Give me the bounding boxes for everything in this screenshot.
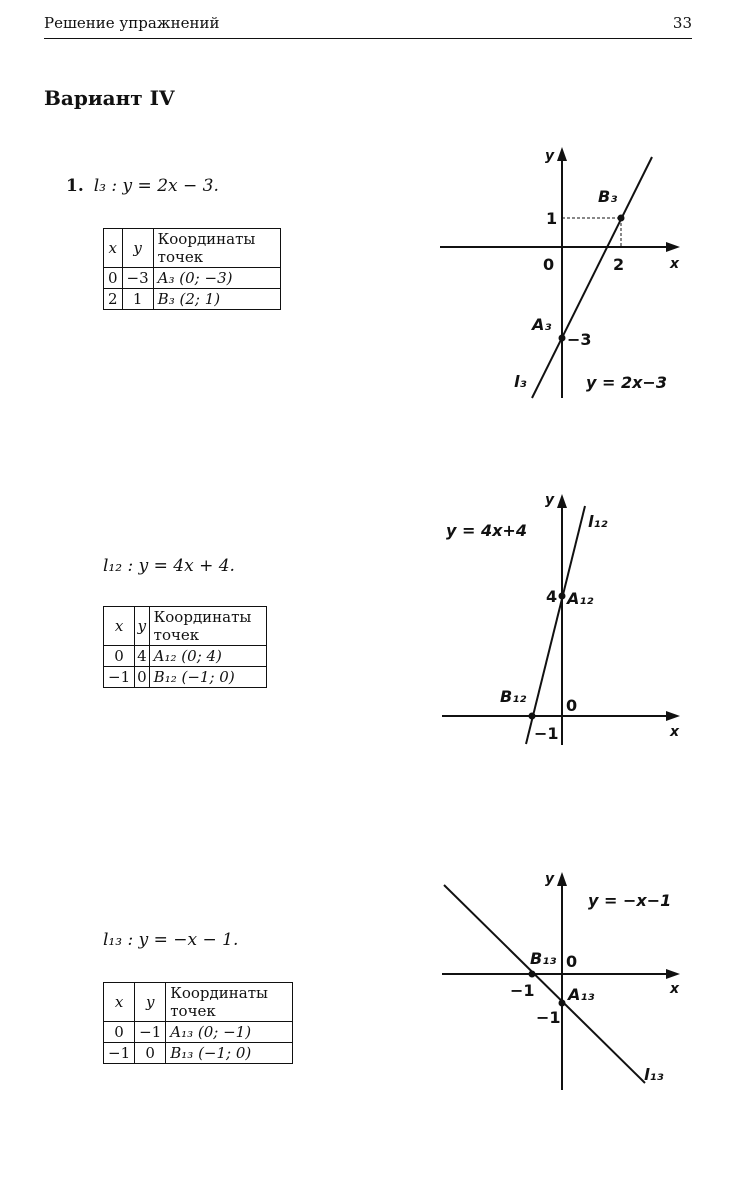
point-b-label: B₃ [598,187,618,206]
equation-text: l₁₂ : y = 4x + 4. [103,556,235,576]
formula-label: y = −x−1 [588,891,672,910]
col-x-header: x [104,229,123,268]
tick-y-label: 1 [546,209,558,228]
col-coords-header: Координаты точек [149,607,266,646]
y-axis-label: y [545,871,555,887]
line-label: l₁₂ [588,512,608,531]
col-x-header: x [104,983,135,1022]
equation-text: l₁₃ : y = −x − 1. [103,930,239,950]
tick-x-label: −1 [510,981,535,1000]
point-b-label: B₁₃ [530,949,557,968]
page-number: 33 [672,14,692,32]
running-title: Решение упражнений [44,14,220,32]
origin-label: 0 [566,952,578,971]
cell-point: A₁₂ (0; 4) [149,646,266,667]
origin-label: 0 [543,255,555,274]
cell-x: −1 [104,1043,135,1064]
point-b-dot [529,971,536,978]
col-coords-header: Координаты точек [166,983,293,1022]
y-axis-label: y [545,148,555,164]
tick-y-label: 4 [546,587,558,606]
formula-label: y = 2x−3 [586,373,667,392]
point-a-label: A₁₂ [567,589,594,608]
cell-x: 0 [104,1022,135,1043]
x-axis-label: x [670,724,680,740]
line-label: l₁₃ [644,1065,664,1084]
tick-x-label: −1 [534,724,559,743]
cell-point: B₁₂ (−1; 0) [149,667,266,688]
cell-x: 2 [104,289,123,310]
cell-point: A₃ (0; −3) [153,268,280,289]
col-coords-header: Координаты точек [153,229,280,268]
formula-label: y = 4x+4 [446,521,527,540]
equation-text: l₃ : y = 2x − 3. [93,176,219,196]
cell-x: 0 [104,646,135,667]
x-axis-label: x [670,256,680,272]
point-a-dot [559,1000,566,1007]
col-x-header: x [104,607,135,646]
x-axis-arrow-icon [666,969,680,979]
cell-y: 0 [135,667,150,688]
cell-x: 0 [104,268,123,289]
tick-neg-label: −3 [567,330,592,349]
cell-point: B₃ (2; 1) [153,289,280,310]
point-b-label: B₁₂ [500,687,527,706]
cell-y: 1 [122,289,153,310]
graph-line [444,885,645,1083]
point-a-label: A₃ [532,315,552,334]
col-y-header: y [135,607,150,646]
cell-y: 4 [135,646,150,667]
cell-y: −1 [135,1022,166,1043]
point-a-label: A₁₃ [568,985,595,1004]
col-y-header: y [135,983,166,1022]
line-label: l₃ [514,372,527,391]
y-axis-arrow-icon [557,872,567,886]
y-axis-label: y [545,492,555,508]
origin-label: 0 [566,696,578,715]
tick-x-label: 2 [613,255,625,274]
cell-point: A₁₃ (0; −1) [166,1022,293,1043]
tick-y-label: −1 [536,1008,561,1027]
col-y-header: y [122,229,153,268]
cell-y: −3 [122,268,153,289]
cell-point: B₁₃ (−1; 0) [166,1043,293,1064]
section-title: Вариант IV [44,86,175,110]
cell-x: −1 [104,667,135,688]
cell-y: 0 [135,1043,166,1064]
exercise-number: 1. [66,176,84,196]
x-axis-label: x [670,981,680,997]
